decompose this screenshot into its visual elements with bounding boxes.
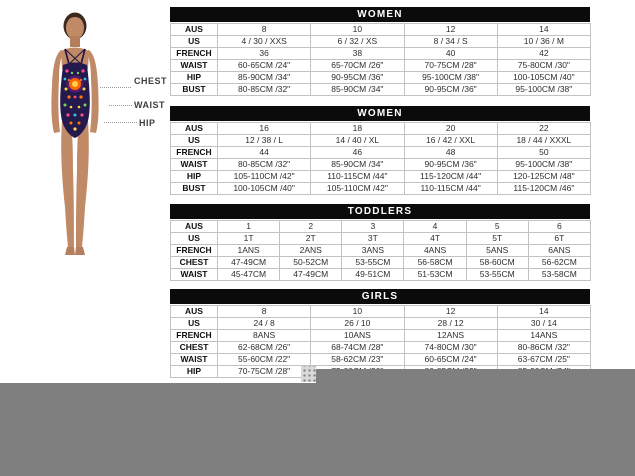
table-row	[171, 24, 591, 36]
size-value-cell: 10ANS	[311, 330, 404, 342]
table-row	[171, 269, 591, 281]
size-value-cell: 14 / 40 / XL	[311, 135, 404, 147]
table-row	[171, 342, 591, 354]
size-value-cell: 53-58CM	[528, 269, 590, 281]
size-value-cell: 105-110CM /42"	[218, 171, 311, 183]
row-label-cell: WAIST	[171, 269, 218, 281]
size-value-cell: 18	[311, 123, 404, 135]
size-value-cell: 6 / 32 / XS	[311, 36, 404, 48]
table-row	[171, 233, 591, 245]
size-value-cell: 5ANS	[466, 245, 528, 257]
size-value-cell: 4T	[404, 233, 466, 245]
row-label-cell: AUS	[171, 24, 218, 36]
table-row	[171, 221, 591, 233]
size-value-cell: 53-55CM	[466, 269, 528, 281]
size-value-cell: 4	[404, 221, 466, 233]
size-value-cell: 8ANS	[218, 330, 311, 342]
table-title: TODDLERS	[170, 204, 590, 219]
size-value-cell: 110-115CM /44"	[404, 183, 497, 195]
size-table-toddlers-2	[170, 204, 590, 281]
chest-leader-line	[100, 87, 131, 88]
size-value-cell: 6	[528, 221, 590, 233]
waist-leader-line	[109, 105, 132, 106]
size-value-cell: 48	[404, 147, 497, 159]
size-value-cell: 60-65CM /24"	[404, 354, 497, 366]
size-value-cell: 12 / 38 / L	[218, 135, 311, 147]
size-value-cell: 58-62CM /23"	[311, 354, 404, 366]
size-value-cell: 8	[218, 306, 311, 318]
size-value-cell: 74-80CM /30"	[404, 342, 497, 354]
size-value-cell: 12	[404, 24, 497, 36]
waist-label: WAIST	[134, 100, 165, 110]
row-label-cell: WAIST	[171, 159, 218, 171]
row-label-cell: US	[171, 318, 218, 330]
table-title: WOMEN	[170, 7, 590, 22]
size-value-cell: 70-75CM /28"	[404, 60, 497, 72]
size-value-cell: 68-74CM /28"	[311, 342, 404, 354]
row-label-cell: HIP	[171, 72, 218, 84]
size-value-cell: 47-49CM	[280, 269, 342, 281]
row-label-cell: FRENCH	[171, 245, 218, 257]
model-photo	[25, 5, 125, 265]
size-value-cell: 120-125CM /48"	[497, 171, 590, 183]
size-value-cell: 60-65CM /24"	[218, 60, 311, 72]
size-value-cell: 95-100CM /38"	[404, 72, 497, 84]
row-label-cell: US	[171, 233, 218, 245]
size-value-cell: 53-55CM	[342, 257, 404, 269]
size-value-cell: 44	[218, 147, 311, 159]
size-value-cell: 75-80CM /30"	[497, 60, 590, 72]
size-value-cell: 30 / 14	[497, 318, 590, 330]
size-value-cell: 36	[218, 48, 311, 60]
size-value-cell: 3T	[342, 233, 404, 245]
model-swimsuit	[60, 63, 90, 139]
table-row	[171, 245, 591, 257]
size-value-cell: 56-58CM	[404, 257, 466, 269]
size-value-cell: 22	[497, 123, 590, 135]
size-table-girls-3	[170, 289, 590, 378]
table-row	[171, 183, 591, 195]
row-label-cell: WAIST	[171, 60, 218, 72]
size-value-cell: 100-105CM /40"	[218, 183, 311, 195]
size-value-cell: 51-53CM	[404, 269, 466, 281]
size-value-cell: 90-95CM /36"	[404, 159, 497, 171]
table-row	[171, 330, 591, 342]
size-value-cell: 3	[342, 221, 404, 233]
size-value-cell: 24 / 8	[218, 318, 311, 330]
table-row	[171, 171, 591, 183]
size-value-cell: 5	[466, 221, 528, 233]
size-value-cell: 6T	[528, 233, 590, 245]
hip-leader-line	[104, 122, 137, 123]
table-row	[171, 159, 591, 171]
size-value-cell: 1	[218, 221, 280, 233]
size-value-cell: 16 / 42 / XXL	[404, 135, 497, 147]
size-value-cell: 115-120CM /46"	[497, 183, 590, 195]
size-value-cell: 14	[497, 24, 590, 36]
size-value-cell: 100-105CM /40"	[497, 72, 590, 84]
size-value-cell: 4ANS	[404, 245, 466, 257]
size-table-women-1	[170, 106, 590, 195]
size-value-cell: 45-47CM	[218, 269, 280, 281]
row-label-cell: US	[171, 36, 218, 48]
size-value-cell: 58-60CM	[466, 257, 528, 269]
size-value-cell: 10	[311, 306, 404, 318]
table-title: WOMEN	[170, 106, 590, 121]
table-title: GIRLS	[170, 289, 590, 304]
size-value-cell: 1T	[218, 233, 280, 245]
size-value-cell: 3ANS	[342, 245, 404, 257]
row-label-cell: AUS	[171, 221, 218, 233]
size-value-cell: 38	[311, 48, 404, 60]
row-label-cell: FRENCH	[171, 48, 218, 60]
size-value-cell: 20	[404, 123, 497, 135]
table-row	[171, 72, 591, 84]
size-value-cell: 56-62CM	[528, 257, 590, 269]
size-value-cell: 6ANS	[528, 245, 590, 257]
size-value-cell: 80-85CM /32"	[218, 159, 311, 171]
size-value-cell: 46	[311, 147, 404, 159]
row-label-cell: CHEST	[171, 257, 218, 269]
size-value-cell: 47-49CM	[218, 257, 280, 269]
row-label-cell: CHEST	[171, 342, 218, 354]
row-label-cell: BUST	[171, 183, 218, 195]
gray-backdrop-bottom	[0, 383, 635, 476]
size-value-cell: 62-68CM /26"	[218, 342, 311, 354]
row-label-cell: HIP	[171, 366, 218, 378]
chest-label: CHEST	[134, 76, 168, 86]
size-value-cell: 95-100CM /38"	[497, 84, 590, 96]
size-value-cell: 50-52CM	[280, 257, 342, 269]
size-value-cell: 80-86CM /32"	[497, 342, 590, 354]
size-value-cell: 40	[404, 48, 497, 60]
size-value-cell: 1ANS	[218, 245, 280, 257]
size-value-cell: 8 / 34 / S	[404, 36, 497, 48]
hip-label: HIP	[139, 118, 156, 128]
table-row	[171, 36, 591, 48]
table-row	[171, 60, 591, 72]
size-value-cell: 65-70CM /26"	[311, 60, 404, 72]
table-row	[171, 318, 591, 330]
size-value-cell: 10	[311, 24, 404, 36]
size-value-cell: 105-110CM /42"	[311, 183, 404, 195]
size-value-cell: 14ANS	[497, 330, 590, 342]
row-label-cell: FRENCH	[171, 330, 218, 342]
row-label-cell: FRENCH	[171, 147, 218, 159]
size-value-cell: 12	[404, 306, 497, 318]
size-value-cell: 14	[497, 306, 590, 318]
row-label-cell: BUST	[171, 84, 218, 96]
size-value-cell: 85-90CM /34"	[311, 84, 404, 96]
size-value-cell: 2T	[280, 233, 342, 245]
row-label-cell: AUS	[171, 306, 218, 318]
size-value-cell: 16	[218, 123, 311, 135]
row-label-cell: US	[171, 135, 218, 147]
size-value-cell: 115-120CM /44"	[404, 171, 497, 183]
size-value-cell: 95-100CM /38"	[497, 159, 590, 171]
size-value-cell: 50	[497, 147, 590, 159]
size-value-cell: 110-115CM /44"	[311, 171, 404, 183]
size-value-cell: 90-95CM /36"	[311, 72, 404, 84]
table-row	[171, 257, 591, 269]
size-value-cell: 12ANS	[404, 330, 497, 342]
table-row	[171, 135, 591, 147]
size-value-cell: 2ANS	[280, 245, 342, 257]
row-label-cell: AUS	[171, 123, 218, 135]
size-value-cell: 5T	[466, 233, 528, 245]
size-value-cell: 49-51CM	[342, 269, 404, 281]
size-value-cell: 26 / 10	[311, 318, 404, 330]
size-value-cell: 90-95CM /36"	[404, 84, 497, 96]
size-value-cell: 85-90CM /34"	[311, 159, 404, 171]
size-value-cell: 42	[497, 48, 590, 60]
table-row	[171, 147, 591, 159]
resize-handle[interactable]	[301, 366, 316, 382]
row-label-cell: WAIST	[171, 354, 218, 366]
model-right-leg	[76, 121, 89, 247]
size-table-women-0	[170, 7, 590, 96]
size-value-cell: 10 / 36 / M	[497, 36, 590, 48]
size-value-cell: 4 / 30 / XXS	[218, 36, 311, 48]
table-row	[171, 48, 591, 60]
size-value-cell: 85-90CM /34"	[218, 72, 311, 84]
size-value-cell: 8	[218, 24, 311, 36]
table-row	[171, 123, 591, 135]
size-value-cell: 70-75CM /28"	[218, 366, 311, 378]
size-value-cell: 55-60CM /22"	[218, 354, 311, 366]
size-value-cell: 28 / 12	[404, 318, 497, 330]
row-label-cell: HIP	[171, 171, 218, 183]
table-row	[171, 306, 591, 318]
size-value-cell: 80-85CM /32"	[218, 84, 311, 96]
table-row	[171, 84, 591, 96]
size-value-cell: 2	[280, 221, 342, 233]
size-value-cell: 63-67CM /25"	[497, 354, 590, 366]
size-value-cell: 18 / 44 / XXXL	[497, 135, 590, 147]
model-left-leg	[61, 121, 74, 247]
table-row	[171, 354, 591, 366]
